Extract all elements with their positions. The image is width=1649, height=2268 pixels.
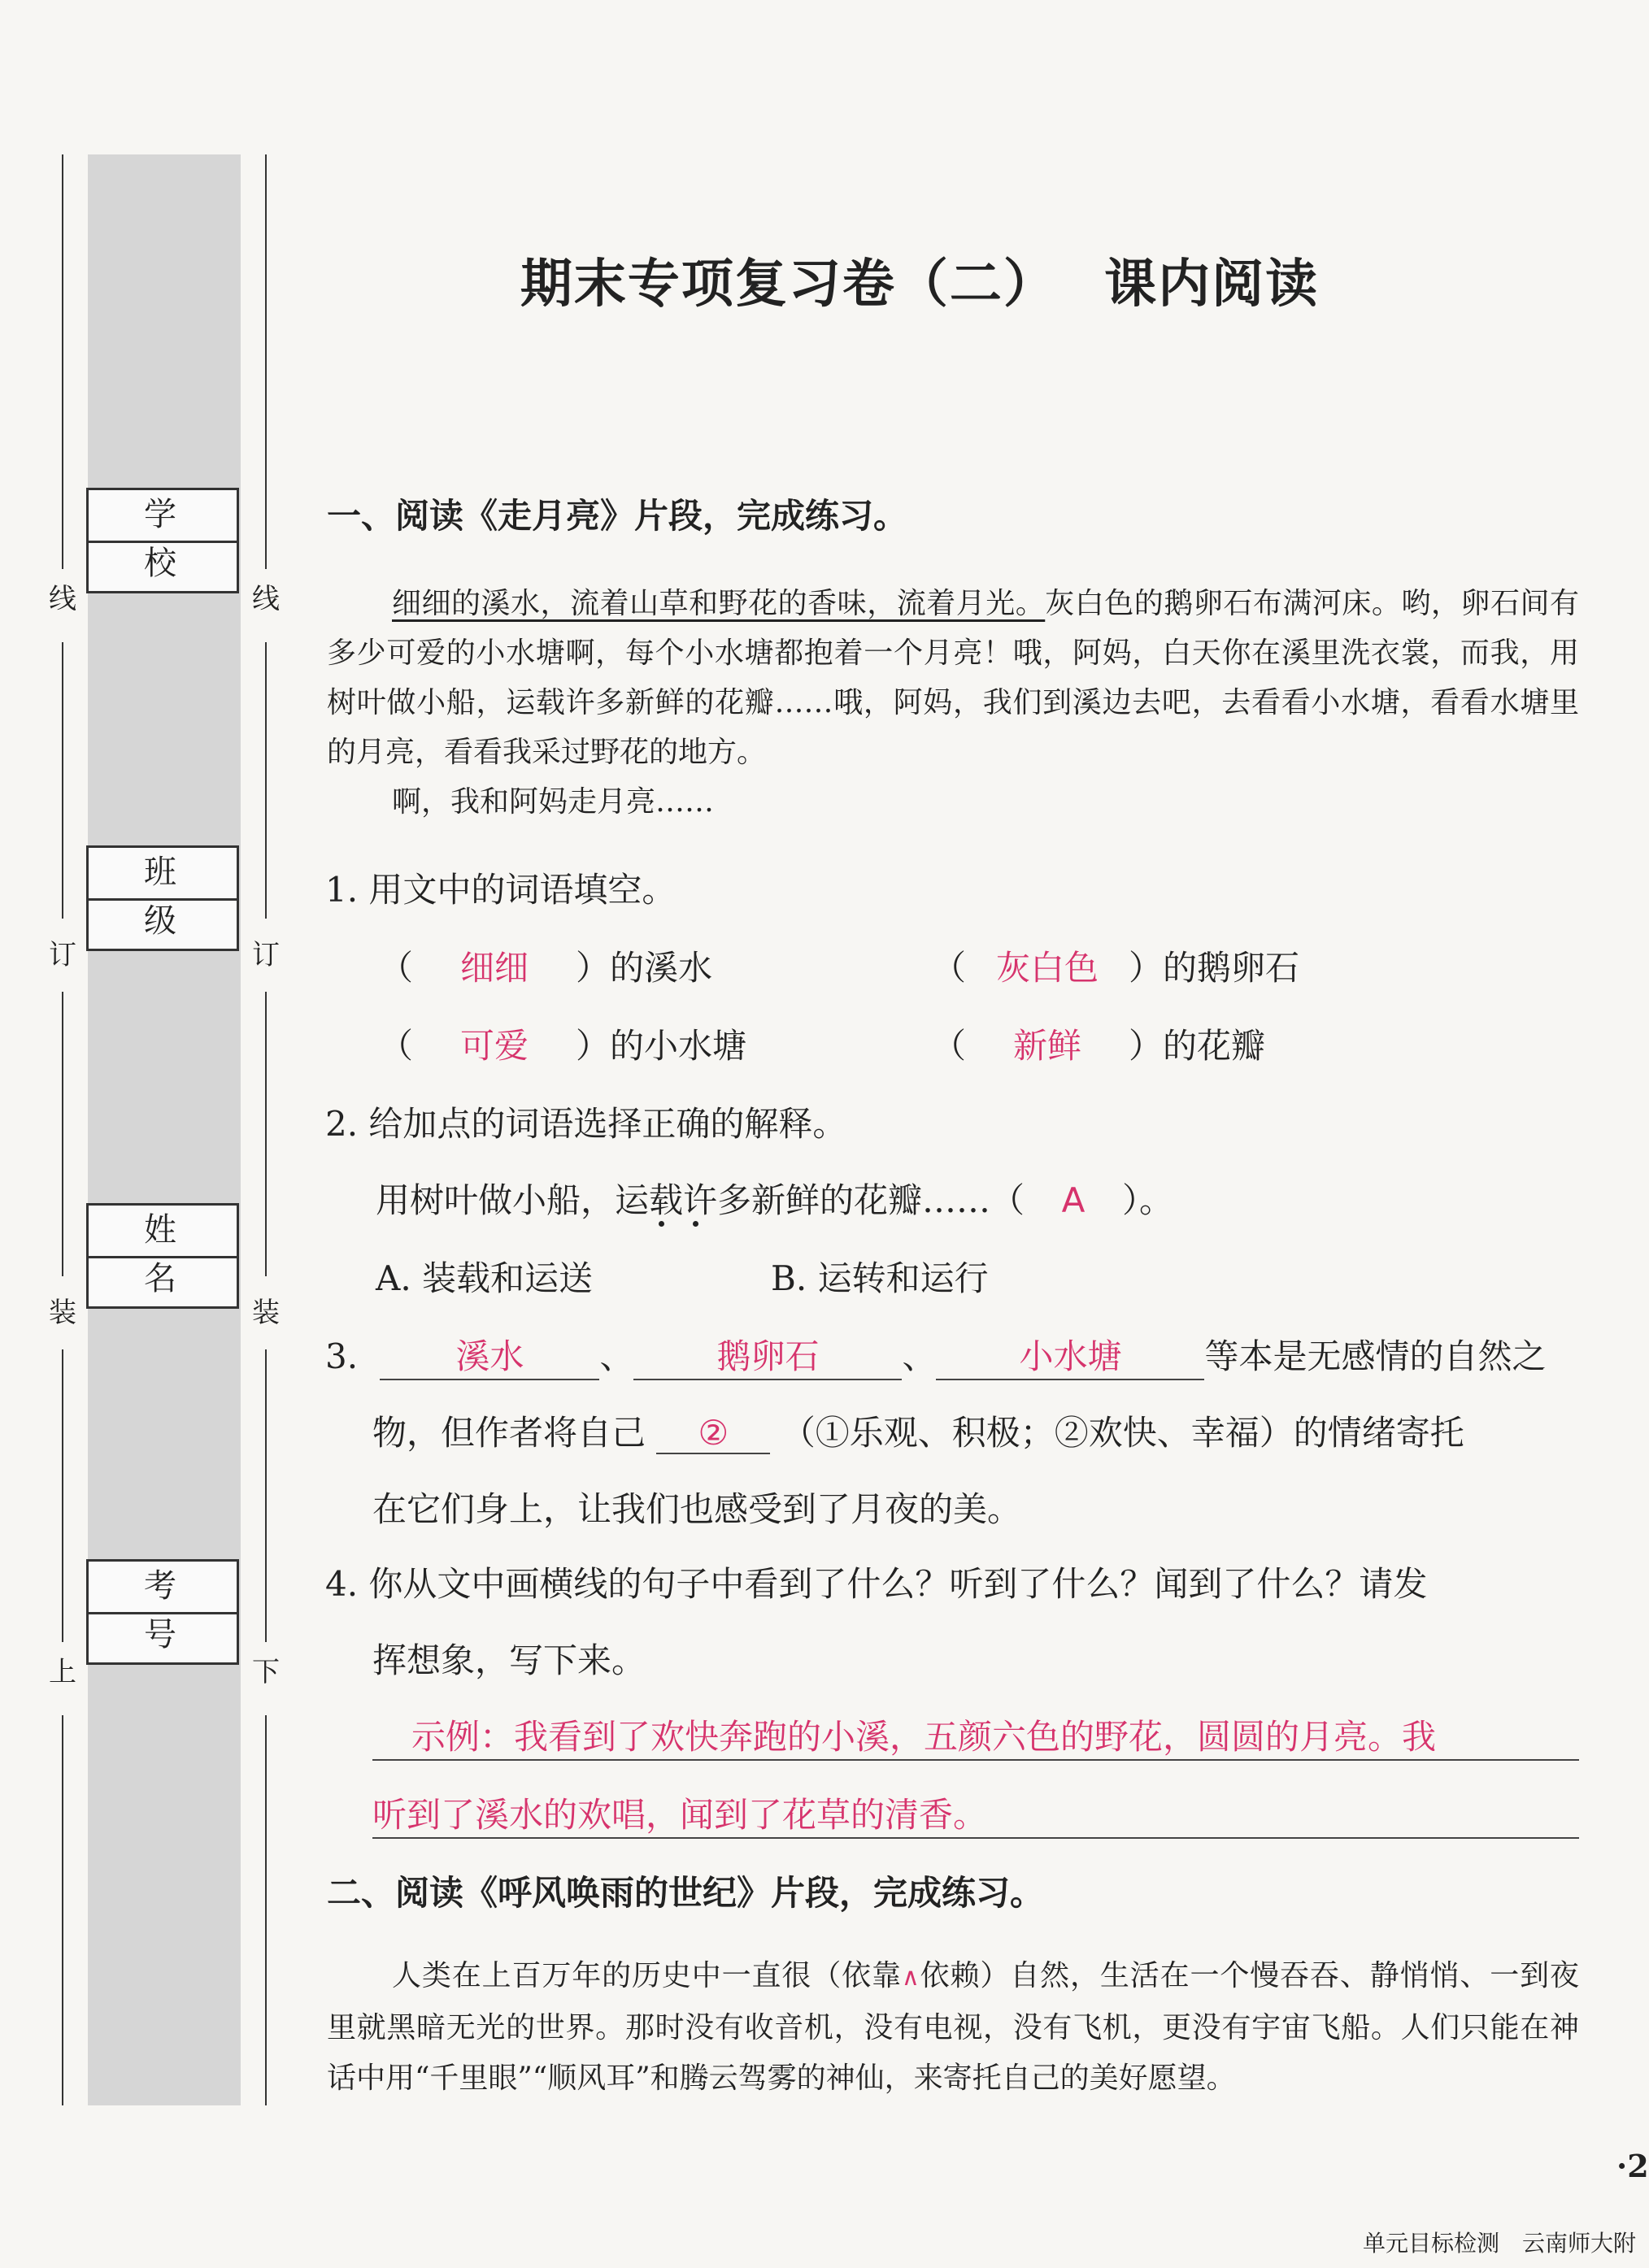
passage-paragraph-2: 啊，我和阿妈走月亮……: [392, 785, 715, 819]
binding-line-left-mid3: [62, 1349, 63, 1642]
q4-stem-line2: 挥想象，写下来。: [372, 1640, 646, 1680]
q3-blank-3[interactable]: 小水塘: [936, 1330, 1204, 1380]
q2-answer[interactable]: A: [1061, 1180, 1086, 1220]
q2-option-b[interactable]: B. 运转和运行: [771, 1258, 989, 1298]
q1-item-1: （ 细细 ）的溪水: [379, 941, 712, 990]
binding-line-right-mid1: [265, 642, 267, 919]
q1-answer-2[interactable]: 灰白色: [996, 948, 1099, 988]
section2-heading: 二、阅读《呼风唤雨的世纪》片段，完成练习。: [327, 1873, 1045, 1913]
q2-stem: 2. 给加点的词语选择正确的解释。: [325, 1104, 847, 1144]
q1-item-4: （ 新鲜 ）的花瓣: [932, 1019, 1265, 1068]
footer-text: 单元目标检测 云南师大附: [1363, 2230, 1637, 2257]
binding-line-right-top: [265, 154, 267, 569]
q3-blank-2[interactable]: 鹅卵石: [633, 1330, 902, 1380]
binding-line-left-bottom: [62, 1715, 63, 2105]
side-char-ding-left: 订: [49, 939, 76, 971]
q3-line1: 3. 溪水 、 鹅卵石 、 小水塘 等本是无感情的自然之: [325, 1330, 1546, 1380]
emphasis-dot-1: [659, 1221, 664, 1227]
exam-id-label: 考 号: [89, 1562, 237, 1614]
q4-answer-line2: [372, 1788, 1579, 1839]
side-char-xia: 下: [252, 1656, 280, 1688]
q3-line3: 在它们身上，让我们也感受到了月夜的美。: [372, 1489, 1022, 1529]
q4-answer-text-1[interactable]: 示例：我看到了欢快奔跑的小溪，五颜六色的野花，圆圆的月亮。我: [411, 1717, 1437, 1757]
binding-line-right-mid3: [265, 1349, 267, 1642]
section1-passage: [327, 579, 1579, 827]
side-char-ding-right: 订: [252, 939, 280, 971]
page-title: 期末专项复习卷（二） 课内阅读: [520, 254, 1320, 315]
binding-line-right-mid2: [265, 992, 267, 1276]
binding-strip: [88, 154, 241, 2105]
page-number: ·2: [1616, 2148, 1649, 2184]
q3-blank-1[interactable]: 溪水: [380, 1330, 599, 1380]
class-field[interactable]: [86, 845, 239, 951]
q1-answer-1[interactable]: 细细: [460, 948, 529, 988]
side-char-zhuang-left: 装: [49, 1297, 76, 1329]
class-label: 班 级: [89, 848, 237, 901]
section2-paragraph: 人类在上百万年的历史中一直很（依靠∧依赖）自然，生活在一个慢吞吞、静悄悄、一到夜里就黑暗无光的世界。那时没有收音机，没有电视，没有飞机，更没有宇宙飞船。人们只能在神话中用“千里眼”“顺风耳”和腾云驾雾的神仙，来寄托自己的美好愿望。: [327, 1959, 1579, 2095]
choice-mark-icon: ∧: [901, 1963, 920, 1992]
q4-stem-line1: 4. 你从文中画横线的句子中看到了什么？听到了什么？闻到了什么？请发: [325, 1564, 1428, 1604]
emphasis-dot-2: [693, 1221, 698, 1227]
q2-option-a[interactable]: A. 装载和运送: [376, 1258, 594, 1298]
underlined-sentence: 细细的溪水，流着山草和野花的香味，流着月光。: [392, 587, 1046, 620]
side-char-xian-right: 线: [252, 583, 280, 615]
binding-line-left-mid2: [62, 992, 63, 1276]
q1-item-3: （ 可爱 ）的小水塘: [379, 1019, 746, 1068]
name-label: 姓 名: [89, 1206, 237, 1258]
name-field[interactable]: [86, 1203, 239, 1309]
passage-paragraph-1: [327, 579, 1579, 777]
section1-heading: 一、阅读《走月亮》片段，完成练习。: [327, 496, 908, 536]
binding-line-left-mid1: [62, 642, 63, 919]
passage-text: 灰白色的鹅卵石布满河床。哟，卵石间有多少可爱的小水塘啊，每个小水塘都抱着一个月亮！哦，阿妈，白天你在溪里洗衣裳，而我，用树叶做小船，运载许多新鲜的花瓣……哦，阿妈，我们到溪边去吧，去看看小水塘，看看水塘里的月亮，看看我采过野花的地方。: [327, 587, 1579, 769]
q4-answer-text-2[interactable]: 听到了溪水的欢唱，闻到了花草的清香。: [372, 1795, 988, 1835]
binding-line-left-top: [62, 154, 63, 569]
side-char-xian-left: 线: [49, 583, 76, 615]
q3-blank-4[interactable]: ②: [656, 1413, 770, 1454]
side-char-shang: 上: [49, 1656, 76, 1688]
side-char-zhuang-right: 装: [252, 1297, 280, 1329]
q1-answer-3[interactable]: 可爱: [460, 1026, 529, 1066]
q1-item-2: （ 灰白色 ）的鹅卵石: [932, 941, 1299, 990]
section2-passage: [327, 1951, 1579, 2104]
q1-stem: 1. 用文中的词语填空。: [325, 870, 677, 910]
q2-sentence: 用树叶做小船，运载许多新鲜的花瓣……（ A ）。: [376, 1180, 1174, 1220]
q1-answer-4[interactable]: 新鲜: [1013, 1026, 1082, 1066]
exam-id-field[interactable]: [86, 1559, 239, 1665]
school-label: 学 校: [89, 490, 237, 543]
school-field[interactable]: [86, 488, 239, 593]
q4-answer-line1: [372, 1710, 1579, 1761]
q3-line2: 物，但作者将自己 ② （①乐观、积极；②欢快、幸福）的情绪寄托: [372, 1413, 1464, 1453]
binding-line-right-bottom: [265, 1715, 267, 2105]
